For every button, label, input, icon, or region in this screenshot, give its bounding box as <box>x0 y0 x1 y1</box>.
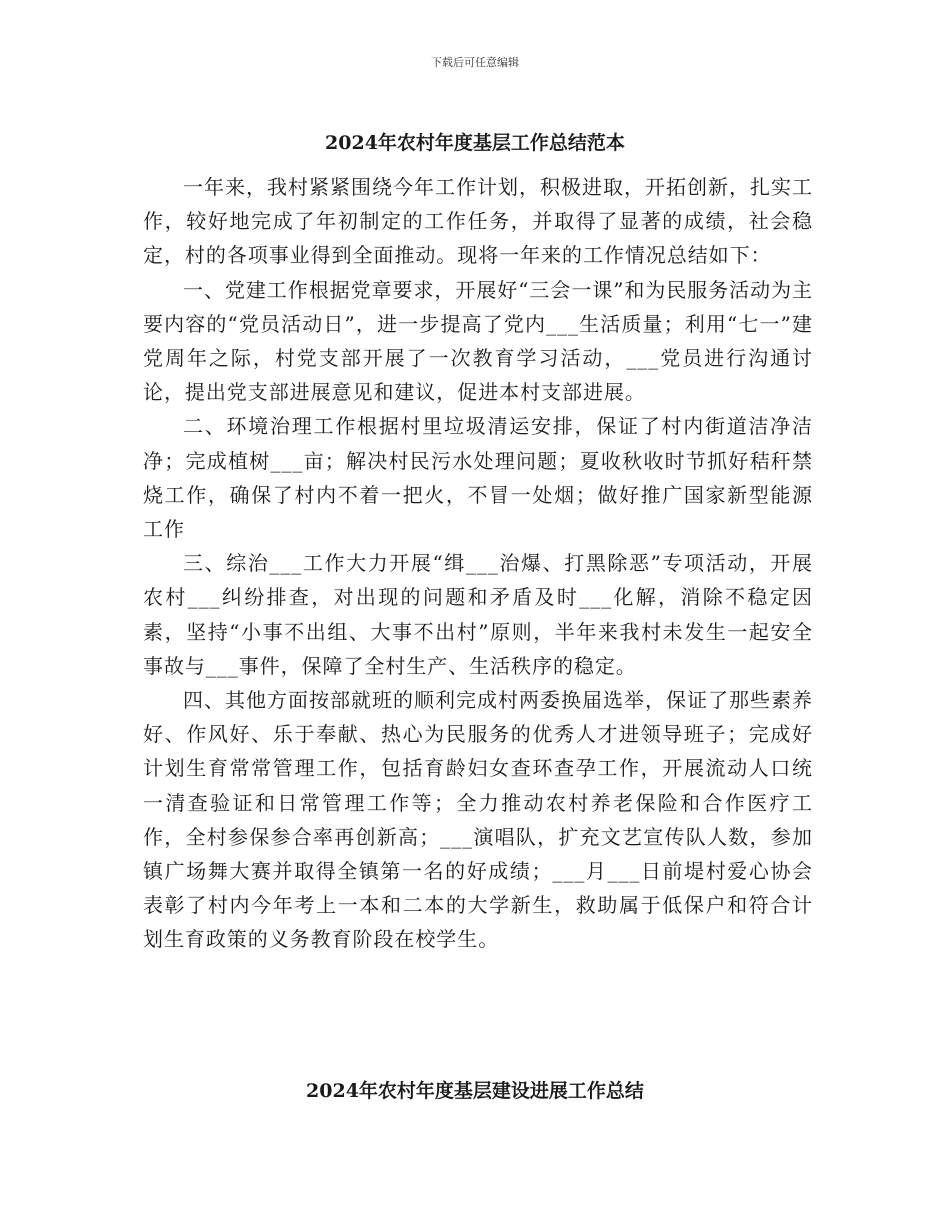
paragraph-other-work: 四、其他方面按部就班的顺利完成村两委换届选举，保证了那些素养好、作风好、乐于奉献、热心为民服务的优秀人才进领导班子；完成好计划生育常常管理工作，包括育龄妇女查环查孕工作，开展流动人口统一清查验证和日常管理工作等；全力推动农村养老保险和合作医疗工作，全村参保参合率再创新高；___演唱队，扩充文艺宣传队人数，参加镇广场舞大赛并取得全镇第一名的好成绩；___月___日前堤村爱心协会表彰了村内今年考上一本和二本的大学新生，救助属于低保户和符合计划生育政策的义务教育阶段在校学生。 <box>143 688 813 952</box>
next-document-title: 2024年农村年度基层建设进展工作总结 <box>306 1080 644 1102</box>
paragraph-intro: 一年来，我村紧紧围绕今年工作计划，积极进取，开拓创新，扎实工作，较好地完成了年初制定的工作任务，并取得了显著的成绩，社会稳定，村的各项事业得到全面推动。现将一年来的工作情况总结如下： <box>143 175 813 268</box>
paragraph-party-building: 一、党建工作根据党章要求，开展好“三会一课”和为民服务活动为主要内容的“党员活动日”，进一步提高了党内___生活质量；利用“七一”建党周年之际，村党支部开展了一次教育学习活动，___党员进行沟通讨论，提出党支部进展意见和建议，促进本村支部进展。 <box>143 277 813 405</box>
document-body <box>143 170 813 957</box>
document-title: 2024年农村年度基层工作总结范本 <box>325 132 625 154</box>
paragraph-public-security: 三、综治___工作大力开展“缉___治爆、打黑除恶”专项活动，开展农村___纠纷排查，对出现的问题和矛盾及时___化解，消除不稳定因素，坚持“小事不出组、大事不出村”原则，半年来我村未发生一起安全事故与___事件，保障了全村生产、生活秩序的稳定。 <box>143 551 813 678</box>
paragraph-environment: 二、环境治理工作根据村里垃圾清运安排，保证了村内街道洁净洁净；完成植树___亩；解决村民污水处理问题；夏收秋收时节抓好秸秆禁烧工作，确保了村内不着一把火，不冒一处烟；做好推广国家新型能源工作 <box>143 414 813 542</box>
header-note: 下载后可任意编辑 <box>431 56 519 69</box>
